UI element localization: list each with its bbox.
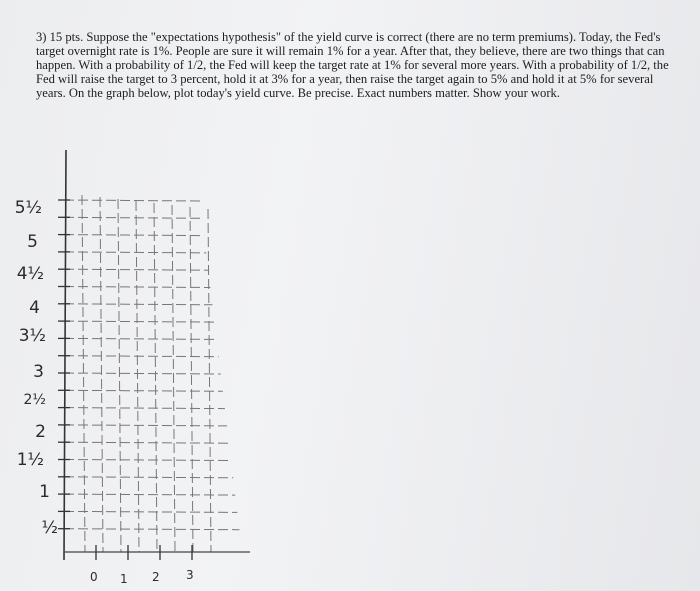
grid-horizontal-line xyxy=(64,338,217,339)
grid-horizontal-line xyxy=(64,477,233,478)
grid-horizontal-line xyxy=(64,442,229,443)
y-label-5: 5 xyxy=(27,232,38,252)
grid-horizontal-line xyxy=(64,321,215,322)
x-label-0: 0 xyxy=(90,570,98,584)
y-label-3: 3 xyxy=(33,362,44,382)
grid-vertical-line xyxy=(208,209,211,552)
x-label-1: 1 xyxy=(120,572,128,586)
grid-horizontal-line xyxy=(64,390,223,391)
x-label-2: 2 xyxy=(152,570,160,584)
grid-horizontal-line xyxy=(64,425,227,426)
x-label-3: 3 xyxy=(186,568,194,582)
y-label-5-5: 5½ xyxy=(14,198,42,218)
y-axis-line xyxy=(64,150,66,560)
y-label-3-5: 3½ xyxy=(18,326,46,346)
y-label-1: 1 xyxy=(39,482,50,502)
grid-horizontal-line xyxy=(64,269,208,270)
question-text: 3) 15 pts. Suppose the "expectations hypothesis" of the yield curve is correct (there are no term premiums). Today, the Fed's target overnight rate is 1%. People are sure it will remain 1% for a year. After that, they believe, there are two things that can happen. With a probability of 1/2, the Fed will keep the target rate at 1% for several more years. With a probability of 1/2, the Fed will raise the target to 3 percent, hold it at 3% for a year, then raise the target again to 5% and hold it at 5% for several years. On the graph below, plot today's yield curve. Be precise. Exact numbers matter. Show your work. xyxy=(36,30,669,100)
grid-vertical-line xyxy=(172,205,175,552)
grid-horizontal-line xyxy=(64,460,231,461)
grid-vertical-line xyxy=(190,207,193,552)
y-label-2-5: 2½ xyxy=(23,392,46,408)
y-label-4: 4 xyxy=(29,298,40,318)
grid-horizontal-line xyxy=(64,217,202,218)
y-label-0-5: ½ xyxy=(41,518,58,538)
grid-horizontal-line xyxy=(64,511,237,512)
yield-curve-graph xyxy=(0,140,270,591)
y-label-4-5: 4½ xyxy=(16,264,44,284)
grid-horizontal-line xyxy=(64,235,204,236)
grid-horizontal-line xyxy=(64,494,235,495)
grid-horizontal-line xyxy=(64,373,221,374)
y-label-2: 2 xyxy=(35,422,46,442)
y-label-1-5: 1½ xyxy=(16,450,44,470)
grid-horizontal-line xyxy=(64,252,206,253)
grid-horizontal-line xyxy=(64,356,219,357)
grid-horizontal-line xyxy=(64,408,225,409)
grid-vertical-line xyxy=(100,197,103,552)
grid-horizontal-line xyxy=(64,529,239,530)
grid-horizontal-line xyxy=(64,304,212,305)
grid-vertical-line xyxy=(136,201,139,552)
grid-vertical-line xyxy=(154,203,157,552)
grid-horizontal-line xyxy=(64,200,200,201)
